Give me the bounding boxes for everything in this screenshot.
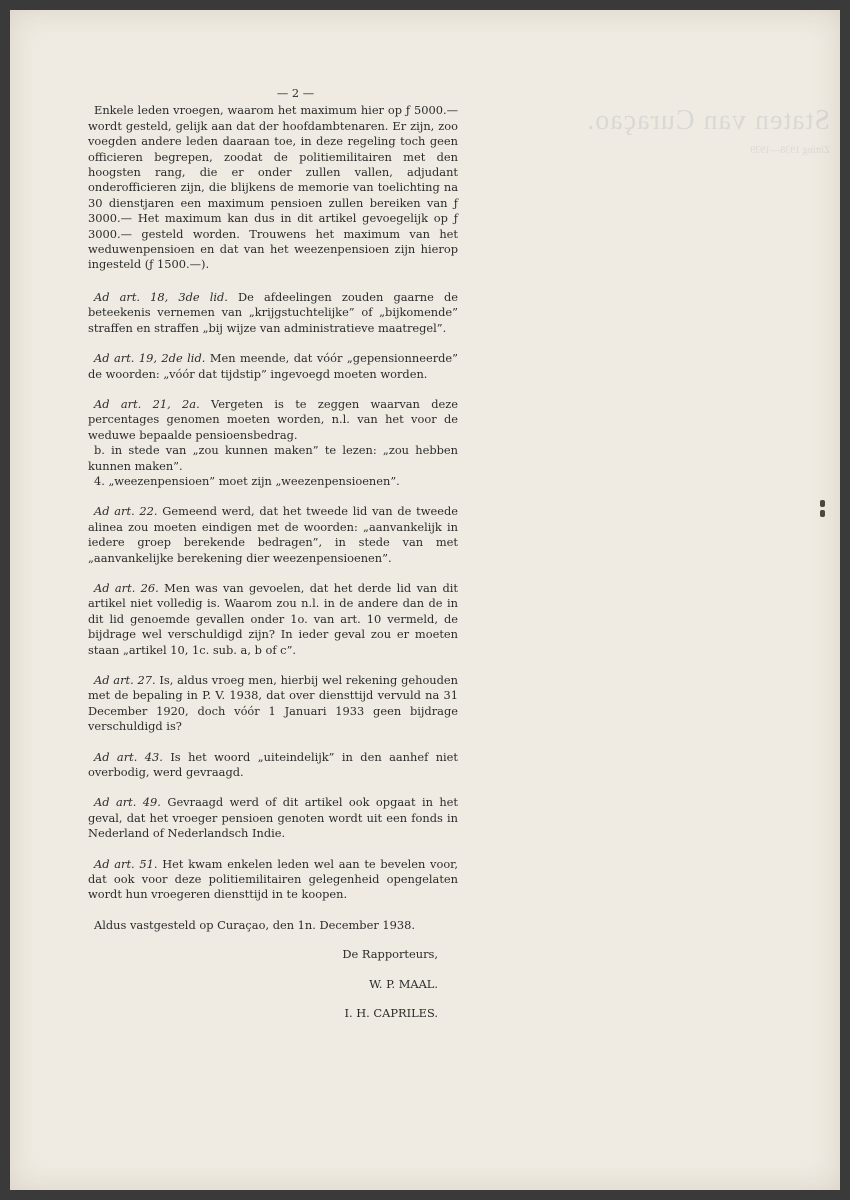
article-paragraph xyxy=(88,581,458,658)
signature-block xyxy=(88,947,458,1021)
article-text: De afdeelingen zouden gaarne de beteekenis vernemen van „krijgstuchtelijke” of „bijkomende” straffen en straffen „bij wijze van administratieve maatregel”. xyxy=(88,289,458,335)
bleed-through-text xyxy=(530,105,830,185)
bleed-subline: Zitting 1938—1939 xyxy=(750,145,830,156)
article-text: Men meende, dat vóór „gepensionneerde” de woorden: „vóór dat tijdstip” ingevoegd moeten worden. xyxy=(88,351,458,381)
article-text: Is het woord „uiteindelijk” in den aanhef niet overbodig, werd gevraagd. xyxy=(88,749,459,780)
article-paragraph xyxy=(88,351,458,382)
article-paragraph xyxy=(88,857,458,903)
article-paragraph xyxy=(88,795,458,841)
article-text: Het kwam enkelen leden wel aan te bevelen voor, dat ook voor deze politiemilitairen gelegenheid opengelaten wordt hun vroegeren diensttijd in te koopen. xyxy=(88,856,458,902)
signatory-name: W. P. MAAL. xyxy=(369,976,438,991)
ink-mark xyxy=(820,510,825,517)
article-text: Men was van gevoelen, dat het derde lid van dit artikel niet volledig is. Waarom zou n.l. in de andere dan de in dit lid genoemde gevallen onder 1o. van art. 10 vermeld, de bijdrage wel verschuldigd zijn? In ieder geval zou er moeten staan „artikel 10, 1c. sub. a, b of c”. xyxy=(88,580,458,657)
closing-line: Aldus vastgesteld op Curaçao, den 1n. December 1938. xyxy=(94,917,416,932)
article-reference: Ad art. 27. xyxy=(94,673,156,687)
article-reference: Ad art. 26. xyxy=(94,580,159,595)
signatory-name: I. H. CAPRILES. xyxy=(344,1006,438,1021)
article-reference: Ad art. 18, 3de lid. xyxy=(94,289,228,304)
article-text: Vergeten is te zeggen waarvan deze percentages genomen moeten worden, n.l. van het voor de weduwe bepaalde pensioensbedrag. xyxy=(88,396,458,442)
article-reference: Ad art. 43. xyxy=(94,749,163,764)
article-text: Gemeend werd, dat het tweede lid van de tweede alinea zou moeten eindigen met de woorden: „aanvankelijk in iedere groep berekende bedragen”, in stede van met „aanvankelijke berekening dier weezenpensioenen”. xyxy=(88,504,458,565)
article-paragraph xyxy=(88,750,458,781)
article-reference: Ad art. 21, 2a. xyxy=(94,396,200,411)
signature-label: De Rapporteurs, xyxy=(342,947,438,962)
article-reference: Ad art. 22. xyxy=(94,504,158,519)
article-paragraph xyxy=(88,504,458,566)
article-text: Is, aldus vroeg men, hierbij wel rekening gehouden met de bepaling in P. V. 1938, dat over diensttijd vervuld na 31 December 1920, doch vóór 1 Januari 1933 geen bijdrage verschuldigd is? xyxy=(88,673,459,734)
article-reference: Ad art. 51. xyxy=(94,856,158,871)
article-reference: Ad art. 19, 2de lid. xyxy=(94,351,206,366)
article-paragraph xyxy=(88,397,458,489)
document-body xyxy=(88,86,458,1022)
article-subitem: b. in stede van „zou kunnen maken” te lezen: „zou hebben kunnen maken”. xyxy=(88,443,458,473)
article-text: Gevraagd werd of dit artikel ook opgaat in het geval, dat het vroeger pensioen genoten wordt uit een fonds in Nederland of Nederlandsch Indie. xyxy=(88,795,458,841)
opening-paragraph: Enkele leden vroegen, waarom het maximum hier op ƒ 5000.— wordt gesteld, gelijk aan dat der hoofdambtenaren. Er zijn, zoo voegden andere leden daaraan toe, in deze regeling toch geen officieren begrepen, zoodat de politiemilitairen met den hoogsten rang, die er onder zullen vallen, adjudant onderofficieren zijn, die blijkens de memorie van toelichting na 30 dienstjaren een maximum pensioen zullen bereiken van ƒ 3000.— Het maximum kan dus in dit artikel gevoegelijk op ƒ 3000.— gesteld worden. Trouwens het maximum van het weduwenpensioen en dat van het weezenpensioen zijn hierop ingesteld (ƒ 1500.—). xyxy=(88,103,458,272)
page-number: — 2 — xyxy=(276,86,315,100)
article-subitem: 4. „weezenpensioen” moet zijn „weezenpensioenen”. xyxy=(94,473,400,488)
article-paragraph xyxy=(88,290,458,336)
article-reference: Ad art. 49. xyxy=(94,795,161,810)
bleed-heading: Staten van Curaçao. xyxy=(586,105,830,136)
article-paragraph xyxy=(88,673,458,735)
ink-mark xyxy=(820,500,825,507)
